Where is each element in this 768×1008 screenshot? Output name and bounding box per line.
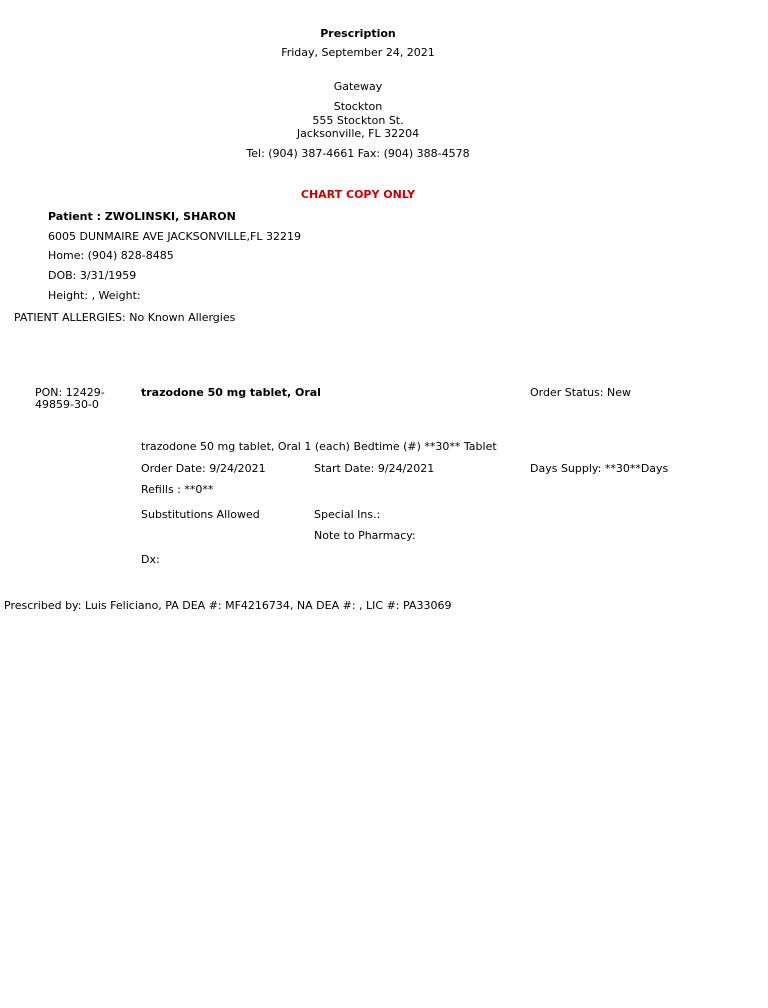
- patient-home-phone: Home: (904) 828-8485: [48, 249, 174, 262]
- note-to-pharmacy: Note to Pharmacy:: [314, 529, 416, 542]
- location-name: Stockton: [333, 100, 383, 113]
- patient-dob: DOB: 3/31/1959: [48, 269, 137, 282]
- special-instructions: Special Ins.:: [314, 508, 381, 521]
- address-line-2: Jacksonville, FL 32204: [296, 127, 420, 140]
- order-pon: PON: 12429-49859-30-0: [35, 386, 105, 411]
- prescription-date: Friday, September 24, 2021: [281, 46, 435, 59]
- order-sig: trazodone 50 mg tablet, Oral 1 (each) Bedtime (#) **30** Tablet: [141, 440, 497, 453]
- refills: Refills : **0**: [141, 483, 214, 496]
- diagnosis: Dx:: [141, 553, 160, 566]
- organization-name: Gateway: [333, 80, 383, 93]
- chart-copy-banner: CHART COPY ONLY: [300, 188, 416, 201]
- patient-allergies: PATIENT ALLERGIES: No Known Allergies: [14, 311, 236, 324]
- start-date: Start Date: 9/24/2021: [314, 462, 435, 475]
- order-date: Order Date: 9/24/2021: [141, 462, 266, 475]
- address-line-1: 555 Stockton St.: [312, 114, 404, 127]
- patient-address: 6005 DUNMAIRE AVE JACKSONVILLE,FL 32219: [48, 230, 301, 243]
- document-title: Prescription: [320, 27, 396, 40]
- patient-name: Patient : ZWOLINSKI, SHARON: [48, 210, 236, 223]
- contact-info: Tel: (904) 387-4661 Fax: (904) 388-4578: [246, 147, 470, 160]
- prescriber-info: Prescribed by: Luis Feliciano, PA DEA #: MF4216734, NA DEA #: , LIC #: PA33069: [4, 599, 452, 612]
- days-supply: Days Supply: **30**Days: [530, 462, 669, 475]
- substitutions: Substitutions Allowed: [141, 508, 260, 521]
- patient-height-weight: Height: , Weight:: [48, 289, 141, 302]
- order-drug-name: trazodone 50 mg tablet, Oral: [141, 386, 321, 399]
- order-status: Order Status: New: [530, 386, 632, 399]
